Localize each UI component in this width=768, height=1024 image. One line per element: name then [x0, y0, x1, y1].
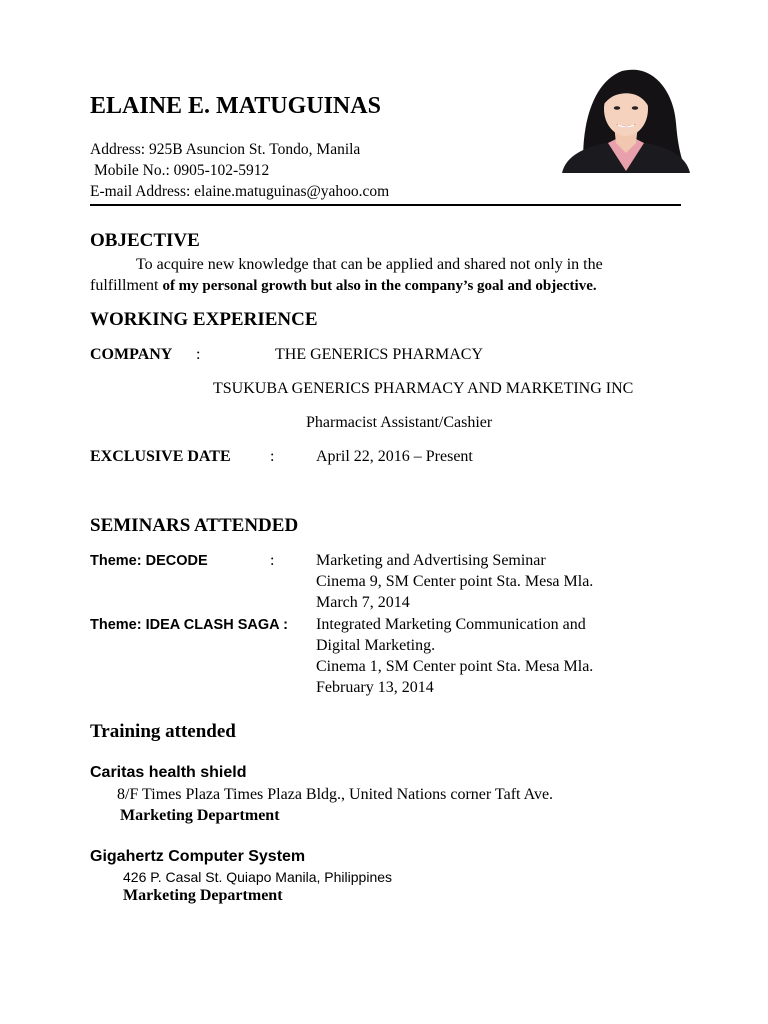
training-address: 426 P. Casal St. Quiapo Manila, Philippines [123, 869, 393, 885]
objective-heading: OBJECTIVE [90, 230, 200, 251]
profile-photo [562, 63, 690, 173]
seminars-heading: SEMINARS ATTENDED [90, 515, 299, 536]
seminar-line: Cinema 9, SM Center point Sta. Mesa Mla. [316, 573, 594, 590]
training-heading: Training attended [90, 721, 236, 742]
applicant-name: ELAINE E. MATUGUINAS [90, 93, 381, 119]
seminar-line: March 7, 2014 [316, 594, 410, 611]
position-title: Pharmacist Assistant/Cashier [306, 414, 493, 431]
header-divider [90, 204, 681, 206]
seminar-line: Integrated Marketing Communication and [316, 616, 586, 633]
seminar-line: Marketing and Advertising Seminar [316, 552, 546, 569]
date-colon: : [270, 448, 275, 465]
training-department: Marketing Department [120, 807, 280, 824]
training-organization: Caritas health shield [90, 764, 247, 781]
date-value: April 22, 2016 – Present [316, 448, 473, 465]
training-address: 8/F Times Plaza Times Plaza Bldg., United Nations corner Taft Ave. [117, 786, 554, 803]
objective-line-2 [90, 277, 597, 295]
experience-heading: WORKING EXPERIENCE [90, 309, 318, 330]
objective-line-2-rest: of my personal growth but also in the company’s goal and objective. [162, 278, 597, 294]
company-colon: : [196, 346, 201, 363]
company-label: COMPANY [90, 346, 173, 363]
seminar-theme: Theme: DECODE [90, 553, 208, 569]
seminar-colon: : [270, 552, 275, 569]
address-line: Address: 925B Asuncion St. Tondo, Manila [90, 141, 361, 158]
company-name: THE GENERICS PHARMACY [275, 346, 484, 363]
seminar-line: February 13, 2014 [316, 679, 434, 696]
seminar-line: Digital Marketing. [316, 637, 436, 654]
company-full-name: TSUKUBA GENERICS PHARMACY AND MARKETING INC [213, 380, 634, 397]
mobile-line: Mobile No.: 0905-102-5912 [94, 162, 270, 179]
seminar-theme: Theme: IDEA CLASH SAGA : [90, 617, 288, 633]
training-organization: Gigahertz Computer System [90, 848, 306, 865]
objective-line-2-start: fulfillment [90, 277, 163, 294]
date-label: EXCLUSIVE DATE [90, 448, 231, 465]
objective-line-1: To acquire new knowledge that can be applied and shared not only in the [136, 256, 603, 273]
email-line: E-mail Address: elaine.matuguinas@yahoo.com [90, 183, 390, 200]
training-department: Marketing Department [123, 887, 283, 904]
seminar-line: Cinema 1, SM Center point Sta. Mesa Mla. [316, 658, 594, 675]
